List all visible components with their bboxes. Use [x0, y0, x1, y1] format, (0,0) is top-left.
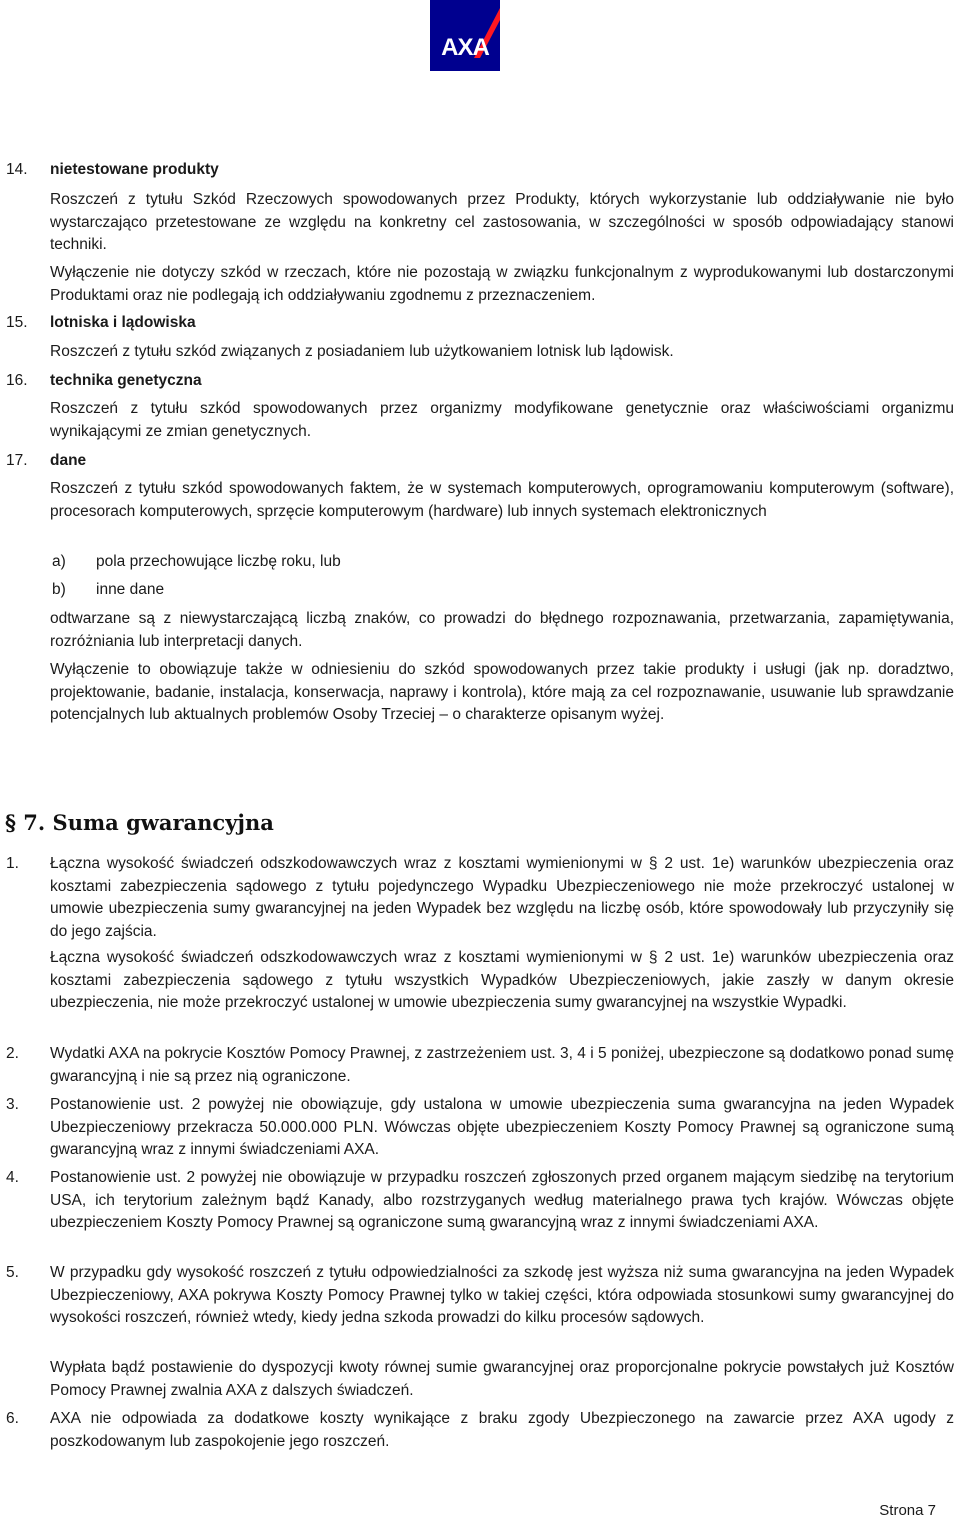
paragraph: Roszczeń z tytułu Szkód Rzeczowych spowodowanych przez Produkty, których wykorzystanie lub oddziaływanie nie było wystarczająco przetestowane ze względu na konkretny cel zastosowania, w szczególności w sposób odpowiadający stanowi techniki. — [50, 191, 954, 254]
clause-number: 4. — [6, 1169, 19, 1186]
paragraph: Roszczeń z tytułu szkód związanych z posiadaniem lub użytkowaniem lotnisk lub lądowisk. — [50, 343, 674, 360]
item-title: nietestowane produkty — [50, 161, 219, 178]
subitem-text: inne dane — [96, 581, 165, 598]
paragraph: W przypadku gdy wysokość roszczeń z tytułu odpowiedzialności za szkodę jest wyższa niż suma gwarancyjna na jeden Wypadek Ubezpieczeniowy, AXA pokrywa Koszty Pomocy Prawnej tylko w takiej części, która odpowiada stosunkowi sumy gwarancyjnej do wysokości roszczeń, również wtedy, kiedy jedna szkoda prowadzi do kilku procesów sądowych. — [50, 1264, 954, 1327]
item-title: dane — [50, 452, 87, 469]
axa-logo — [430, 0, 500, 71]
paragraph: Łączna wysokość świadczeń odszkodowawczych wraz z kosztami wymienionymi w § 2 ust. 1e) warunków ubezpieczenia oraz kosztami zabezpieczenia sądowego z tytułu wszystkich Wypadków Ubezpieczeniowych, jakie zaszły w danym okresie ubezpieczenia, nie może przekroczyć ustalonej w umowie ubezpieczenia sumy gwarancyjnej na wszystkie Wypadki. — [50, 949, 954, 1012]
paragraph: Roszczeń z tytułu szkód spowodowanych przez organizmy modyfikowane genetycznie oraz właściwościami organizmu wynikającymi ze zmian genetycznych. — [50, 400, 954, 440]
paragraph: Postanowienie ust. 2 powyżej nie obowiązuje w przypadku roszczeń zgłoszonych przed organem mającym siedzibę na terytorium USA, ich terytorium zależnym bądź Kanady, albo rozstrzyganych według materialnego prawa tych krajów. Wówczas objęte ubezpieczeniem Koszty Pomocy Prawnej są ograniczone sumą gwarancyjną wraz z innymi świadczeniami AXA. — [50, 1169, 954, 1232]
section-heading: § 7. Suma gwarancyjna — [5, 810, 274, 835]
paragraph: Wydatki AXA na pokrycie Kosztów Pomocy Prawnej, z zastrzeżeniem ust. 3, 4 i 5 poniżej, ubezpieczone są dodatkowo ponad sumę gwarancyjną i nie są przez nią ograniczone. — [50, 1045, 954, 1085]
item-number: 15. — [6, 314, 28, 331]
clause-number: 2. — [6, 1045, 19, 1062]
clause-number: 1. — [6, 855, 19, 872]
clause-number: 6. — [6, 1410, 19, 1427]
item-title: lotniska i lądowiska — [50, 314, 196, 331]
logo-text: AXA — [441, 34, 489, 61]
paragraph: Wyłączenie to obowiązuje także w odniesieniu do szkód spowodowanych przez takie produkty i usługi (jak np. doradztwo, projektowanie, badanie, instalacja, konserwacja, naprawy i kontrola), które mają za cel rozpoznawanie, usuwanie lub sprawdzanie potencjalnych lub aktualnych problemów Osoby Trzeciej – o charakterze opisanym wyżej. — [50, 661, 954, 724]
page-number: Strona 7 — [879, 1502, 936, 1519]
paragraph: Roszczeń z tytułu szkód spowodowanych faktem, że w systemach komputerowych, oprogramowaniu komputerowym (software), procesorach komputerowych, sprzęcie komputerowym (hardware) lub innych systemach elektronicznych — [50, 480, 954, 520]
item-number: 17. — [6, 452, 28, 469]
paragraph: odtwarzane są z niewystarczającą liczbą znaków, co prowadzi do błędnego rozpoznawania, przetwarzania, zapamiętywania, rozróżniania lub interpretacji danych. — [50, 610, 954, 650]
subitem-text: pola przechowujące liczbę roku, lub — [96, 553, 341, 570]
subitem-label: a) — [52, 553, 66, 570]
paragraph: Postanowienie ust. 2 powyżej nie obowiązuje, gdy ustalona w umowie ubezpieczenia suma gwarancyjna na jeden Wypadek Ubezpieczeniowy przekracza 50.000.000 PLN. Wówczas objęte ubezpieczeniem Koszty Pomocy Prawnej są ograniczone sumą gwarancyjną wraz z innymi świadczeniami AXA. — [50, 1096, 954, 1159]
item-number: 16. — [6, 372, 28, 389]
item-title: technika genetyczna — [50, 372, 202, 389]
paragraph: Wyłączenie nie dotyczy szkód w rzeczach, które nie pozostają w związku funkcjonalnym z wyprodukowanymi lub dostarczonymi Produktami oraz nie podlegają ich oddziaływaniu zgodnemu z przeznaczeniem. — [50, 264, 954, 304]
paragraph: AXA nie odpowiada za dodatkowe koszty wynikające z braku zgody Ubezpieczonego na zawarcie przez AXA ugody z poszkodowanym lub zaspokojenie jego roszczeń. — [50, 1410, 954, 1450]
subitem-label: b) — [52, 581, 66, 598]
clause-number: 5. — [6, 1264, 19, 1281]
item-number: 14. — [6, 161, 28, 178]
clause-number: 3. — [6, 1096, 19, 1113]
paragraph: Wypłata bądź postawienie do dyspozycji kwoty równej sumie gwarancyjnej oraz proporcjonalne pokrycie powstałych już Kosztów Pomocy Prawnej zwalnia AXA z dalszych świadczeń. — [50, 1359, 954, 1399]
paragraph: Łączna wysokość świadczeń odszkodowawczych wraz z kosztami wymienionymi w § 2 ust. 1e) warunków ubezpieczenia oraz kosztami zabezpieczenia sądowego z tytułu pojedynczego Wypadku Ubezpieczeniowego nie może przekroczyć ustalonej w umowie ubezpieczenia sumy gwarancyjnej na jeden Wypadek bez względu na liczbę osób, które spowodowały lub przyczyniły się do jego zajścia. — [50, 855, 954, 940]
